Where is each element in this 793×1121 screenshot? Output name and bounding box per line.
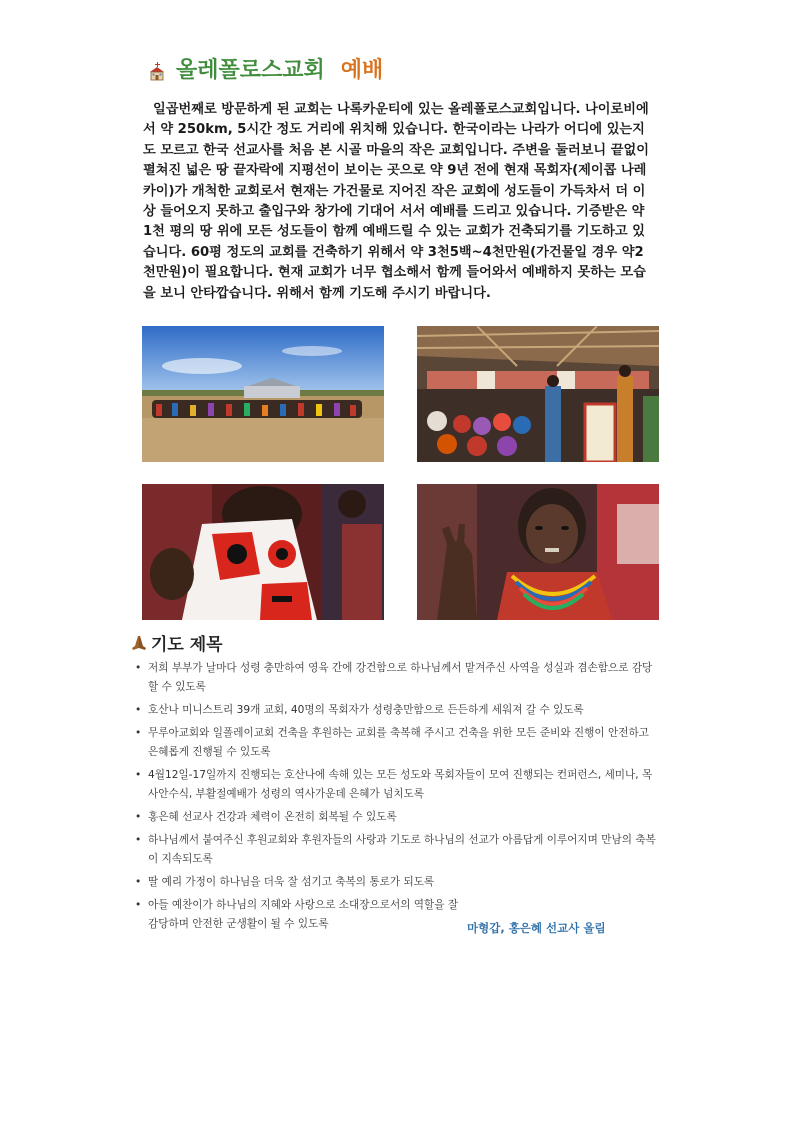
title-church-name: 올레폴로스교회 — [176, 58, 325, 83]
woman-praying-photo — [142, 484, 384, 620]
prayer-item: • 홍은혜 선교사 건강과 체력이 온전히 회복될 수 있도록 — [130, 808, 660, 827]
prayer-item: • 저희 부부가 날마다 성령 충만하여 영육 간에 강건함으로 하나님께서 맡겨주신 사역을 성실과 겸손함으로 감당할 수 있도록 — [130, 659, 660, 697]
title-worship: 예배 — [340, 58, 384, 83]
prayer-item: • 4월12일-17일까지 진행되는 호산나에 속해 있는 모든 성도와 목회자들이 모여 진행되는 컨퍼런스, 세미나, 목사안수식, 부활절예배가 성령의 역사가운데 은혜가 넘치도록 — [130, 766, 660, 804]
praying-hands-icon — [130, 634, 148, 652]
church-group-photo — [142, 326, 384, 462]
prayer-item: • 하나님께서 붙여주신 후원교회와 후원자들의 사랑과 기도로 하나님의 선교가 아름답게 이루어지며 만남의 축복이 지속되도록 — [130, 831, 660, 869]
page-title — [146, 56, 383, 86]
signature: 마형갑, 홍은혜 선교사 올림 — [467, 921, 606, 935]
prayer-list — [130, 659, 660, 938]
worship-inside-photo — [417, 326, 659, 462]
prayer-item: • 호산나 미니스트리 39개 교회, 40명의 목회자가 성령충만함으로 든든하게 세워져 갈 수 있도록 — [130, 701, 660, 720]
prayer-item: • 무루아교회와 일폴레이교회 건축을 후원하는 교회를 축복해 주시고 건축을 위한 모든 준비와 진행이 안전하고 은혜롭게 진행될 수 있도록 — [130, 724, 660, 762]
prayer-item: • 딸 예리 가정이 하나님을 더욱 잘 섬기고 축복의 통로가 되도록 — [130, 873, 660, 892]
prayer-heading-label: 기도 제목 — [151, 635, 223, 655]
elder-woman-praising-photo — [417, 484, 659, 620]
church-icon — [146, 60, 168, 82]
prayer-heading — [130, 630, 223, 655]
prayer-item: • 아들 예찬이가 하나님의 지혜와 사랑으로 소대장으로서의 역할을 잘 감당하며 안전한 군생활이 될 수 있도록 — [130, 896, 468, 934]
intro-paragraph: 일곱번째로 방문하게 된 교회는 나록카운티에 있는 올레폴로스교회입니다. 나이로비에서 약 250km, 5시간 정도 거리에 위치해 있습니다. 한국이라는 나라가 어디에 있는지도 모르고 한국 선교사를 처음 본 시골 마을의 작은 교회입니다. 주변을 둘러보니 끝없이 펼쳐진 넓은 땅 끝자락에 지평선이 보이는 곳으로 약 9년 전에 현재 목회자(제이콥 나레카이)가 개척한 교회로서 현재는 가건물로 지어진 작은 교회에 성도들이 가득차서 더 이상 들어오지 못하고 출입구와 창가에 기대어 서서 예배를 드리고 있습니다. 기증받은 약 1천 평의 땅 위에 모든 성도들이 함께 예배드릴 수 있는 교회가 건축되기를 기도하고 있습니다. 60평 정도의 교회를 건축하기 위해서 약 3천5백~4천만원(가건물일 경우 약2천만원)이 필요합니다. 현재 교회가 너무 협소해서 함께 들어와서 예배하지 못하는 모습을 보니 안타깝습니다. 위해서 함께 기도해 주시기 바랍니다. — [143, 102, 649, 301]
